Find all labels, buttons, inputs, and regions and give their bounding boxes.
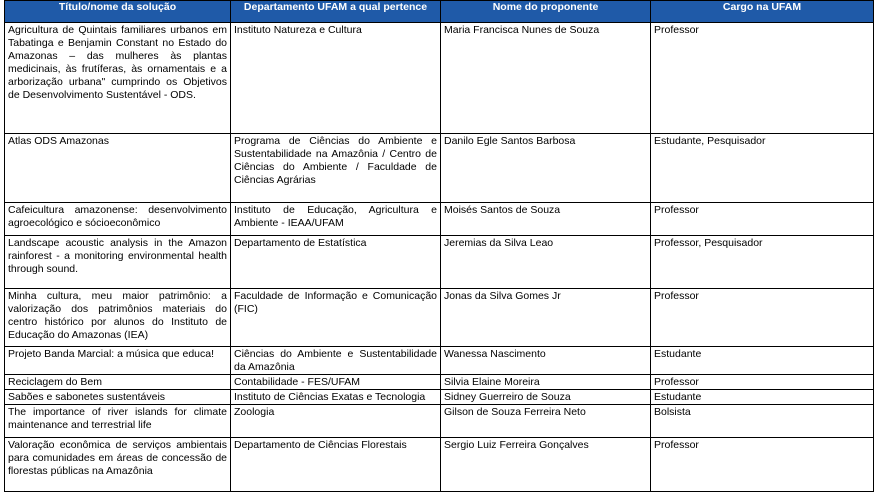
cell-department: Departamento de Ciências Florestais [231,438,441,492]
cell-department: Faculdade de Informação e Comunicação (FIC) [231,289,441,347]
cell-proponent: Jonas da Silva Gomes Jr [441,289,651,347]
cell-proponent: Moisés Santos de Souza [441,203,651,236]
table-row [5,375,874,390]
table-row [5,236,874,289]
table-row [5,405,874,438]
cell-title: Valoração econômica de serviços ambientais para comunidades em áreas de concessão de florestas públicas na Amazônia [5,438,231,492]
cell-proponent: Gilson de Souza Ferreira Neto [441,405,651,438]
cell-department: Instituto Natureza e Cultura [231,23,441,134]
cell-title: Reciclagem do Bem [5,375,231,390]
cell-department: Zoologia [231,405,441,438]
table-row [5,347,874,375]
cell-role: Professor [651,203,874,236]
cell-title: Sabões e sabonetes sustentáveis [5,390,231,405]
table-row [5,289,874,347]
cell-department: Programa de Ciências do Ambiente e Sustentabilidade na Amazônia / Centro de Ciências do Ambiente / Faculdade de Ciências Agrárias [231,134,441,203]
cell-title: Minha cultura, meu maior patrimônio: a valorização dos patrimônios materiais do centro histórico por alunos do Instituto de Educação do Amazonas (IEA) [5,289,231,347]
table-row [5,203,874,236]
cell-proponent: Danilo Egle Santos Barbosa [441,134,651,203]
cell-role: Estudante, Pesquisador [651,134,874,203]
cell-department: Ciências do Ambiente e Sustentabilidade da Amazônia [231,347,441,375]
table-row [5,390,874,405]
cell-title: Agricultura de Quintais familiares urbanos em Tabatinga e Benjamin Constant no Estado do Amazonas – das mulheres às plantas medicinais, às frutíferas, às ornamentais e a arborização urbana" cumprindo os Objetivos de Desenvolvimento Sustentável - ODS. [5,23,231,134]
cell-role: Professor [651,23,874,134]
cell-title: Projeto Banda Marcial: a música que educa! [5,347,231,375]
cell-proponent: Sergio Luiz Ferreira Gonçalves [441,438,651,492]
cell-title: The importance of river islands for climate maintenance and terrestrial life [5,405,231,438]
cell-proponent: Wanessa Nascimento [441,347,651,375]
table-row [5,134,874,203]
cell-department: Contabilidade - FES/UFAM [231,375,441,390]
cell-role: Professor [651,289,874,347]
cell-department: Departamento de Estatística [231,236,441,289]
header-row [5,1,874,23]
header-proponent: Nome do proponente [441,1,651,23]
cell-role: Professor, Pesquisador [651,236,874,289]
cell-role: Estudante [651,390,874,405]
cell-title: Landscape acoustic analysis in the Amazon rainforest - a monitoring environmental health through sound. [5,236,231,289]
cell-proponent: Sidney Guerreiro de Souza [441,390,651,405]
table-row [5,23,874,134]
header-title: Título/nome da solução [5,1,231,23]
cell-role: Professor [651,438,874,492]
cell-proponent: Silvia Elaine Moreira [441,375,651,390]
cell-title: Cafeicultura amazonense: desenvolvimento agroecológico e sócioeconômico [5,203,231,236]
cell-title: Atlas ODS Amazonas [5,134,231,203]
cell-role: Bolsista [651,405,874,438]
cell-role: Estudante [651,347,874,375]
cell-role: Professor [651,375,874,390]
table-row [5,438,874,492]
cell-department: Instituto de Educação, Agricultura e Ambiente - IEAA/UFAM [231,203,441,236]
header-role: Cargo na UFAM [651,1,874,23]
header-department: Departamento UFAM a qual pertence [231,1,441,23]
cell-proponent: Jeremias da Silva Leao [441,236,651,289]
cell-department: Instituto de Ciências Exatas e Tecnologia [231,390,441,405]
cell-proponent: Maria Francisca Nunes de Souza [441,23,651,134]
solutions-table [4,0,874,492]
